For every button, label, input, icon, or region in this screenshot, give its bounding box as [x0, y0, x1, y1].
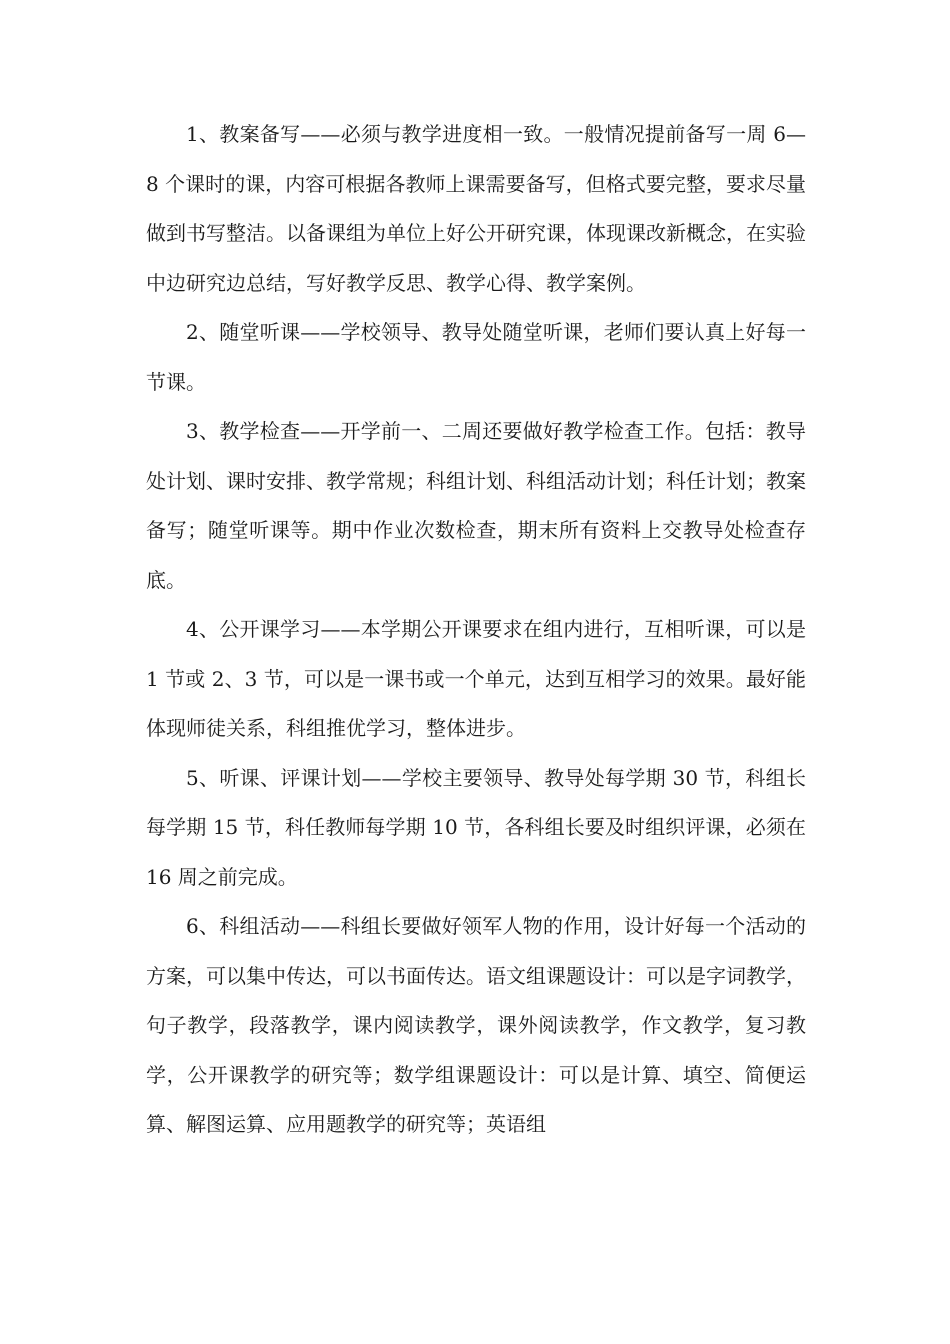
paragraph-4: 4、公开课学习——本学期公开课要求在组内进行，互相听课，可以是 1 节或 2、3 节，可以是一课书或一个单元，达到互相学习的效果。最好能体现师徒关系，科组推优学习，整体进步。	[146, 617, 806, 740]
paragraph-6: 6、科组活动——科组长要做好领军人物的作用，设计好每一个活动的方案，可以集中传达，可以书面传达。语文组课题设计：可以是字词教学，句子教学，段落教学，课内阅读教学，课外阅读教学，作文教学，复习教学，公开课教学的研究等；数学组课题设计：可以是计算、填空、简便运算、解图运算、应用题教学的研究等；英语组	[146, 914, 806, 1136]
paragraph-5: 5、听课、评课计划——学校主要领导、教导处每学期 30 节，科组长每学期 15 节，科任教师每学期 10 节，各科组长要及时组织评课，必须在 16 周之前完成。	[146, 765, 806, 889]
paragraph-1: 1、教案备写——必须与教学进度相一致。一般情况提前备写一周 6—8 个课时的课，内容可根据各教师上课需要备写，但格式要完整，要求尽量做到书写整洁。以备课组为单位上好公开研究课，体现课改新概念，在实验中边研究边总结，写好教学反思、教学心得、教学案例。	[146, 122, 806, 295]
document-body	[146, 110, 806, 1150]
paragraph-3: 3、教学检查——开学前一、二周还要做好教学检查工作。包括：教导处计划、课时安排、教学常规；科组计划、科组活动计划；科任计划；教案备写；随堂听课等。期中作业次数检查，期末所有资料上交教导处检查存底。	[146, 419, 806, 592]
paragraph-2: 2、随堂听课——学校领导、教导处随堂听课，老师们要认真上好每一节课。	[146, 320, 806, 394]
